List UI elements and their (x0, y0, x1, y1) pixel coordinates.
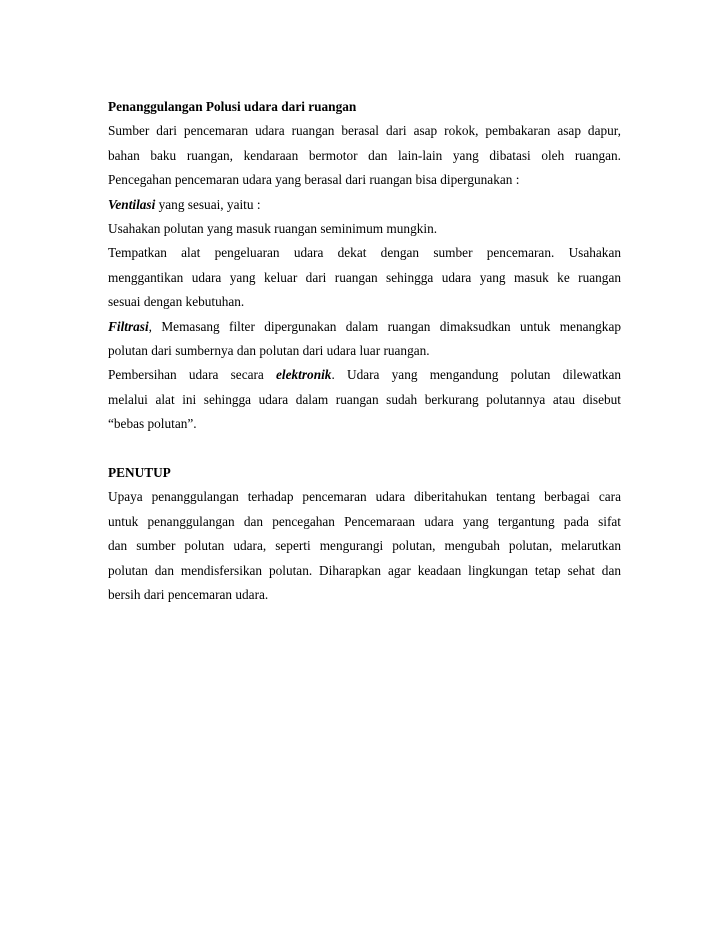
section-heading-penutup: PENUTUP (108, 465, 171, 481)
paragraph-line: untuk penanggulangan dan pencegahan Pencemaraan udara yang tergantung pada sifat (108, 513, 621, 529)
paragraph-line: polutan dari sumbernya dan polutan dari udara luar ruangan. (108, 343, 430, 359)
paragraph-line: dan sumber polutan udara, seperti mengurangi polutan, mengubah polutan, melarutkan (108, 538, 621, 554)
paragraph-line: menggantikan udara yang keluar dari ruangan sehingga udara yang masuk ke ruangan (108, 269, 621, 285)
paragraph-line: Tempatkan alat pengeluaran udara dekat dengan sumber pencemaran. Usahakan (108, 245, 621, 261)
paragraph-line: bahan baku ruangan, kendaraan bermotor dan lain-lain yang dibatasi oleh ruangan. (108, 147, 621, 163)
term-ventilasi: Ventilasi (108, 196, 156, 212)
paragraph-line: melalui alat ini sehingga udara dalam ruangan sudah berkurang polutannya atau disebut (108, 391, 621, 407)
filtrasi-text: , Memasang filter dipergunakan dalam ruangan dimaksudkan untuk menangkap (148, 318, 621, 334)
paragraph-line: Pencegahan pencemaran udara yang berasal dari ruangan bisa dipergunakan : (108, 172, 520, 188)
section-heading-pollution-control: Penanggulangan Polusi udara dari ruangan (108, 99, 357, 114)
paragraph-line: Upaya penanggulangan terhadap pencemaran udara diberitahukan tentang berbagai cara (108, 489, 621, 505)
ventilasi-line (108, 193, 621, 217)
section-spacer (108, 437, 621, 461)
elektronik-post-text: . Udara yang mengandung polutan dilewatkan (331, 367, 621, 383)
filtrasi-line (108, 315, 621, 339)
document-page (108, 95, 621, 608)
ventilasi-text: yang sesuai, yaitu : (155, 196, 261, 212)
paragraph-line: sesuai dengan kebutuhan. (108, 294, 245, 310)
paragraph-line: Usahakan polutan yang masuk ruangan seminimum mungkin. (108, 221, 438, 237)
elektronik-pre-text: Pembersihan udara secara (108, 367, 277, 383)
elektronik-line (108, 363, 621, 387)
paragraph-line: “bebas polutan”. (108, 416, 197, 432)
term-elektronik: elektronik (276, 367, 332, 383)
paragraph-line: bersih dari pencemaran udara. (108, 587, 269, 603)
paragraph-line: polutan dan mendisfersikan polutan. Diharapkan agar keadaan lingkungan tetap sehat dan (108, 562, 621, 578)
paragraph-line: Sumber dari pencemaran udara ruangan berasal dari asap rokok, pembakaran asap dapur, (108, 123, 621, 139)
term-filtrasi: Filtrasi (108, 318, 149, 334)
